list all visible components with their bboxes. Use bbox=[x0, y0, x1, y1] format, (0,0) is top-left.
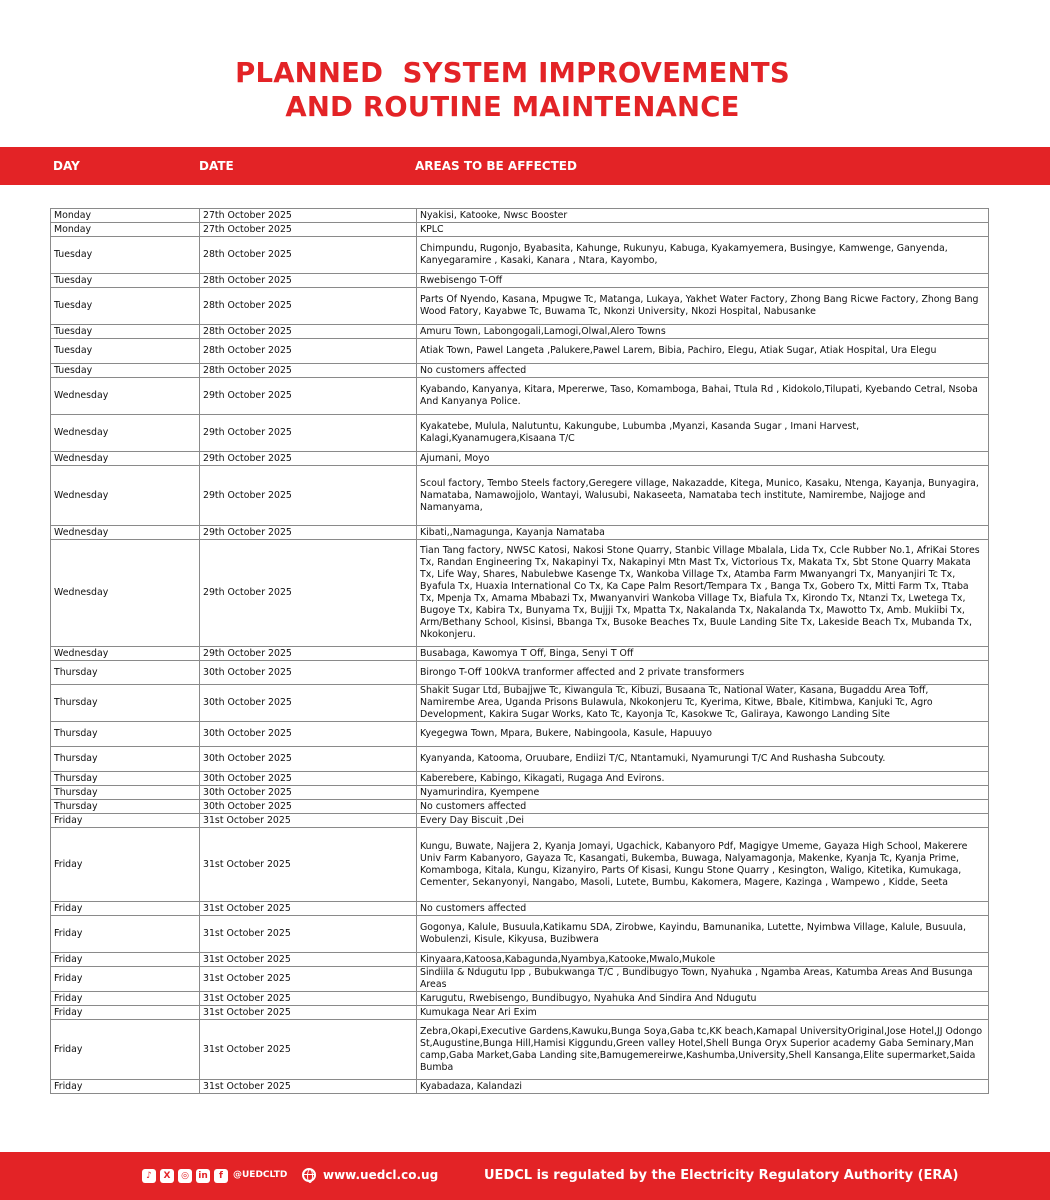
table-row bbox=[51, 747, 989, 772]
row-areas: Chimpundu, Rugonjo, Byabasita, Kahunge, Rukunyu, Kabuga, Kyakamyemera, Busingye, Kamwenge, Ganyenda, Kanyegaramire , Kasaki, Kanara , Ntara, Kayombo, bbox=[417, 237, 989, 274]
row-date: 27th October 2025 bbox=[200, 223, 417, 237]
website-link[interactable]: www.uedcl.co.ug bbox=[323, 1168, 439, 1182]
globe-icon bbox=[302, 1168, 316, 1182]
row-date: 31st October 2025 bbox=[200, 814, 417, 828]
table-row bbox=[51, 722, 989, 747]
row-day: Tuesday bbox=[51, 274, 200, 288]
row-day: Wednesday bbox=[51, 466, 200, 526]
row-areas: No customers affected bbox=[417, 902, 989, 916]
row-areas: Sindiila & Ndugutu Ipp , Bubukwanga T/C , Bundibugyo Town, Nyahuka , Ngamba Areas, Katumba Areas And Busunga Areas bbox=[417, 967, 989, 992]
row-areas: Amuru Town, Labongogali,Lamogi,Olwal,Alero Towns bbox=[417, 325, 989, 339]
table-row bbox=[51, 223, 989, 237]
row-areas: Parts Of Nyendo, Kasana, Mpugwe Tc, Matanga, Lukaya, Yakhet Water Factory, Zhong Bang Ricwe Factory, Zhong Bang Wood Fatory, Kayabwe Tc, Buwama Tc, Nkonzi University, Nkozi Hospital, Nabusanke bbox=[417, 288, 989, 325]
row-day: Thursday bbox=[51, 800, 200, 814]
regulation-note: UEDCL is regulated by the Electricity Regulatory Authority (ERA) bbox=[484, 1168, 959, 1183]
row-date: 28th October 2025 bbox=[200, 288, 417, 325]
row-areas: Kyanyanda, Katooma, Oruubare, Endiizi T/C, Ntantamuki, Nyamurungi T/C And Rushasha Subcouty. bbox=[417, 747, 989, 772]
table-row bbox=[51, 274, 989, 288]
table-row bbox=[51, 685, 989, 722]
row-areas: Kyakatebe, Mulula, Nalutuntu, Kakungube, Lubumba ,Myanzi, Kasanda Sugar , Imani Harvest, Kalagi,Kyanamugera,Kisaana T/C bbox=[417, 415, 989, 452]
table-row bbox=[51, 288, 989, 325]
row-day: Friday bbox=[51, 902, 200, 916]
row-day: Tuesday bbox=[51, 288, 200, 325]
table-row bbox=[51, 661, 989, 685]
row-day: Thursday bbox=[51, 772, 200, 786]
table-row bbox=[51, 902, 989, 916]
row-day: Monday bbox=[51, 209, 200, 223]
title-line-1: PLANNED SYSTEM IMPROVEMENTS bbox=[235, 57, 790, 89]
row-areas: Busabaga, Kawomya T Off, Binga, Senyi T Off bbox=[417, 647, 989, 661]
row-areas: KPLC bbox=[417, 223, 989, 237]
row-day: Friday bbox=[51, 967, 200, 992]
row-date: 28th October 2025 bbox=[200, 364, 417, 378]
row-date: 31st October 2025 bbox=[200, 1020, 417, 1080]
row-areas: Kaberebere, Kabingo, Kikagati, Rugaga And Evirons. bbox=[417, 772, 989, 786]
row-date: 29th October 2025 bbox=[200, 378, 417, 415]
row-date: 30th October 2025 bbox=[200, 786, 417, 800]
row-date: 30th October 2025 bbox=[200, 772, 417, 786]
table-row bbox=[51, 415, 989, 452]
row-date: 29th October 2025 bbox=[200, 526, 417, 540]
table-row bbox=[51, 209, 989, 223]
row-day: Wednesday bbox=[51, 647, 200, 661]
row-day: Thursday bbox=[51, 661, 200, 685]
table-row bbox=[51, 364, 989, 378]
row-date: 29th October 2025 bbox=[200, 647, 417, 661]
row-day: Wednesday bbox=[51, 415, 200, 452]
table-header-band bbox=[0, 147, 1050, 185]
row-areas: No customers affected bbox=[417, 364, 989, 378]
table-row bbox=[51, 647, 989, 661]
title-line-2: AND ROUTINE MAINTENANCE bbox=[285, 91, 740, 123]
row-date: 31st October 2025 bbox=[200, 1080, 417, 1094]
table-row bbox=[51, 814, 989, 828]
table-row bbox=[51, 526, 989, 540]
row-day: Friday bbox=[51, 814, 200, 828]
table-row bbox=[51, 772, 989, 786]
row-date: 31st October 2025 bbox=[200, 916, 417, 953]
table-row bbox=[51, 1020, 989, 1080]
row-day: Friday bbox=[51, 916, 200, 953]
x-icon[interactable]: X bbox=[160, 1169, 174, 1183]
row-day: Thursday bbox=[51, 747, 200, 772]
row-areas: Scoul factory, Tembo Steels factory,Geregere village, Nakazadde, Kitega, Munico, Kasaku, Ntenga, Kayanja, Bunyagira, Namataba, Namawojjolo, Wantayi, Walusubi, Nakaseeta, Namataba tech institute, Namirembe, Najjoge and Namanyama, bbox=[417, 466, 989, 526]
row-areas: Shakit Sugar Ltd, Bubajjwe Tc, Kiwangula Tc, Kibuzi, Busaana Tc, National Water, Kasana, Bugaddu Area Toff, Namirembe Area, Uganda Prisons Bulawula, Nkokonjeru Tc, Kyerima, Kitwe, Bbale, Kitimbwa, Kanjuki Tc, Agro Development, Kakira Sugar Works, Kato Tc, Kayonja Tc, Kasokwe Tc, Galiraya, Kawongo Landing Site bbox=[417, 685, 989, 722]
row-date: 31st October 2025 bbox=[200, 967, 417, 992]
table-row bbox=[51, 786, 989, 800]
row-day: Wednesday bbox=[51, 378, 200, 415]
row-areas: Kibati,,Namagunga, Kayanja Namataba bbox=[417, 526, 989, 540]
page-title bbox=[0, 56, 1025, 124]
row-day: Tuesday bbox=[51, 339, 200, 364]
row-areas: Every Day Biscuit ,Dei bbox=[417, 814, 989, 828]
row-date: 28th October 2025 bbox=[200, 274, 417, 288]
row-day: Monday bbox=[51, 223, 200, 237]
row-date: 30th October 2025 bbox=[200, 661, 417, 685]
row-date: 31st October 2025 bbox=[200, 1006, 417, 1020]
row-day: Tuesday bbox=[51, 325, 200, 339]
row-day: Friday bbox=[51, 953, 200, 967]
row-areas: Nyamurindira, Kyempene bbox=[417, 786, 989, 800]
row-date: 31st October 2025 bbox=[200, 828, 417, 902]
table-row bbox=[51, 800, 989, 814]
table-row bbox=[51, 452, 989, 466]
row-date: 27th October 2025 bbox=[200, 209, 417, 223]
row-date: 29th October 2025 bbox=[200, 466, 417, 526]
table-row bbox=[51, 916, 989, 953]
row-areas: Gogonya, Kalule, Busuula,Katikamu SDA, Zirobwe, Kayindu, Bamunanika, Lutette, Nyimbwa Village, Kalule, Busuula, Wobulenzi, Kisule, Kikyusa, Buzibwera bbox=[417, 916, 989, 953]
row-date: 29th October 2025 bbox=[200, 415, 417, 452]
row-day: Thursday bbox=[51, 685, 200, 722]
row-areas: Kungu, Buwate, Najjera 2, Kyanja Jomayi, Ugachick, Kabanyoro Pdf, Magigye Umeme, Gayaza High School, Makerere Univ Farm Kabanyoro, Gayaza Tc, Kasangati, Bukemba, Buwaga, Nalyamagonja, Makenke, Kyanja Tc, Kyanja Prime, Komamboga, Kitala, Kungu, Kizanyiro, Parts Of Kisasi, Kungu Stone Quarry , Kesington, Waligo, Kitetika, Kumukaga, Cementer, Sekanyonyi, Nangabo, Masoli, Lutete, Bumbu, Kakomera, Magere, Kazinga , Wampewo , Kidde, Seeta bbox=[417, 828, 989, 902]
row-day: Wednesday bbox=[51, 452, 200, 466]
row-date: 30th October 2025 bbox=[200, 722, 417, 747]
tiktok-icon[interactable]: ♪ bbox=[142, 1169, 156, 1183]
table-row bbox=[51, 339, 989, 364]
row-day: Thursday bbox=[51, 786, 200, 800]
row-areas: Zebra,Okapi,Executive Gardens,Kawuku,Bunga Soya,Gaba tc,KK beach,Kamapal UniversityOriginal,Jose Hotel,JJ Odongo St,Augustine,Bunga Hill,Hamisi Kiggundu,Green valley Hotel,Shell Bunga Oryx Superior academy Gaba Seminary,Man camp,Gaba Market,Gaba Landing site,Bamugemereirwe,Kashumba,University,Shell Kansanga,Elite supermarket,Saida Bumba bbox=[417, 1020, 989, 1080]
row-areas: Ajumani, Moyo bbox=[417, 452, 989, 466]
row-day: Friday bbox=[51, 828, 200, 902]
table-row bbox=[51, 992, 989, 1006]
row-date: 29th October 2025 bbox=[200, 452, 417, 466]
row-date: 28th October 2025 bbox=[200, 325, 417, 339]
table-row bbox=[51, 967, 989, 992]
table-row bbox=[51, 828, 989, 902]
row-areas: Kyegegwa Town, Mpara, Bukere, Nabingoola, Kasule, Hapuuyo bbox=[417, 722, 989, 747]
row-date: 30th October 2025 bbox=[200, 747, 417, 772]
table-row bbox=[51, 466, 989, 526]
table-row bbox=[51, 1006, 989, 1020]
row-date: 28th October 2025 bbox=[200, 339, 417, 364]
social-handle[interactable]: @UEDCLTD bbox=[233, 1170, 288, 1180]
schedule-table bbox=[50, 208, 989, 1094]
row-areas: Birongo T-Off 100kVA tranformer affected and 2 private transformers bbox=[417, 661, 989, 685]
table-row bbox=[51, 378, 989, 415]
row-date: 30th October 2025 bbox=[200, 800, 417, 814]
row-day: Friday bbox=[51, 1080, 200, 1094]
row-date: 30th October 2025 bbox=[200, 685, 417, 722]
table-row bbox=[51, 325, 989, 339]
row-areas: Tian Tang factory, NWSC Katosi, Nakosi Stone Quarry, Stanbic Village Mbalala, Lida Tx, Ccle Rubber No.1, AfriKai Stores Tx, Randan Engineering Tx, Nakapinyi Tx, Nakapinyi Mtn Mast Tx, Victorious Tx, Makata Tx, Sbt Stone Quarry Makata Tx, Life Way, Shares, Nabulebwe Kasenge Tx, Wankoba Village Tx, Atamba Farm Mwanyangri Tx, Manyanjiri Tc Tx, Byafula Tx, Huaxia International Co Tx, Ka Cape Palm Resort/Tempara Tx , Banga Tx, Gobero Tx, Mitti Farm Tx, Ttaba Tx, Mpenja Tx, Amama Mbabazi Tx, Mwanyanviri Wankoba Village Tx, Biafula Tx, Kirondo Tx, Ntanzi Tx, Lwetega Tx, Bugoye Tx, Kabira Tx, Bunyama Tx, Bujjji Tx, Mpatta Tx, Nakalanda Tx, Nakalanda Tx, Mawotto Tx, Amb. Mukiibi Tx, Arm/Bethany School, Kisinsi, Bbanga Tx, Busoke Beaches Tx, Buule Landing Site Tx, Lakeside Beach Tx, Mubanda Tx, Nkokonjeru. bbox=[417, 540, 989, 647]
header-date: DATE bbox=[199, 159, 234, 173]
table-row bbox=[51, 540, 989, 647]
row-date: 31st October 2025 bbox=[200, 953, 417, 967]
row-areas: Kinyaara,Katoosa,Kabagunda,Nyambya,Katooke,Mwalo,Mukole bbox=[417, 953, 989, 967]
footer-bar bbox=[0, 1152, 1050, 1200]
table-row bbox=[51, 237, 989, 274]
schedule-rows bbox=[51, 209, 989, 1094]
row-day: Wednesday bbox=[51, 526, 200, 540]
row-day: Friday bbox=[51, 1020, 200, 1080]
row-day: Tuesday bbox=[51, 364, 200, 378]
header-areas: AREAS TO BE AFFECTED bbox=[415, 159, 577, 173]
row-areas: Atiak Town, Pawel Langeta ,Palukere,Pawel Larem, Bibia, Pachiro, Elegu, Atiak Sugar, Atiak Hospital, Ura Elegu bbox=[417, 339, 989, 364]
row-areas: Rwebisengo T-Off bbox=[417, 274, 989, 288]
row-areas: No customers affected bbox=[417, 800, 989, 814]
row-day: Friday bbox=[51, 1006, 200, 1020]
header-day: DAY bbox=[53, 159, 80, 173]
row-day: Wednesday bbox=[51, 540, 200, 647]
table-row bbox=[51, 953, 989, 967]
row-date: 31st October 2025 bbox=[200, 902, 417, 916]
row-day: Thursday bbox=[51, 722, 200, 747]
linkedin-icon[interactable]: in bbox=[196, 1169, 210, 1183]
row-areas: Nyakisi, Katooke, Nwsc Booster bbox=[417, 209, 989, 223]
row-areas: Kumukaga Near Ari Exim bbox=[417, 1006, 989, 1020]
row-areas: Kyabadaza, Kalandazi bbox=[417, 1080, 989, 1094]
row-date: 31st October 2025 bbox=[200, 992, 417, 1006]
table-row bbox=[51, 1080, 989, 1094]
row-day: Tuesday bbox=[51, 237, 200, 274]
facebook-icon[interactable]: f bbox=[214, 1169, 228, 1183]
row-date: 29th October 2025 bbox=[200, 540, 417, 647]
instagram-icon[interactable]: ◎ bbox=[178, 1169, 192, 1183]
row-areas: Karugutu, Rwebisengo, Bundibugyo, Nyahuka And Sindira And Ndugutu bbox=[417, 992, 989, 1006]
row-date: 28th October 2025 bbox=[200, 237, 417, 274]
row-areas: Kyabando, Kanyanya, Kitara, Mpererwe, Taso, Komamboga, Bahai, Ttula Rd , Kidokolo,Tilupati, Kyebando Cetral, Nsoba And Kanyanya Police. bbox=[417, 378, 989, 415]
row-day: Friday bbox=[51, 992, 200, 1006]
